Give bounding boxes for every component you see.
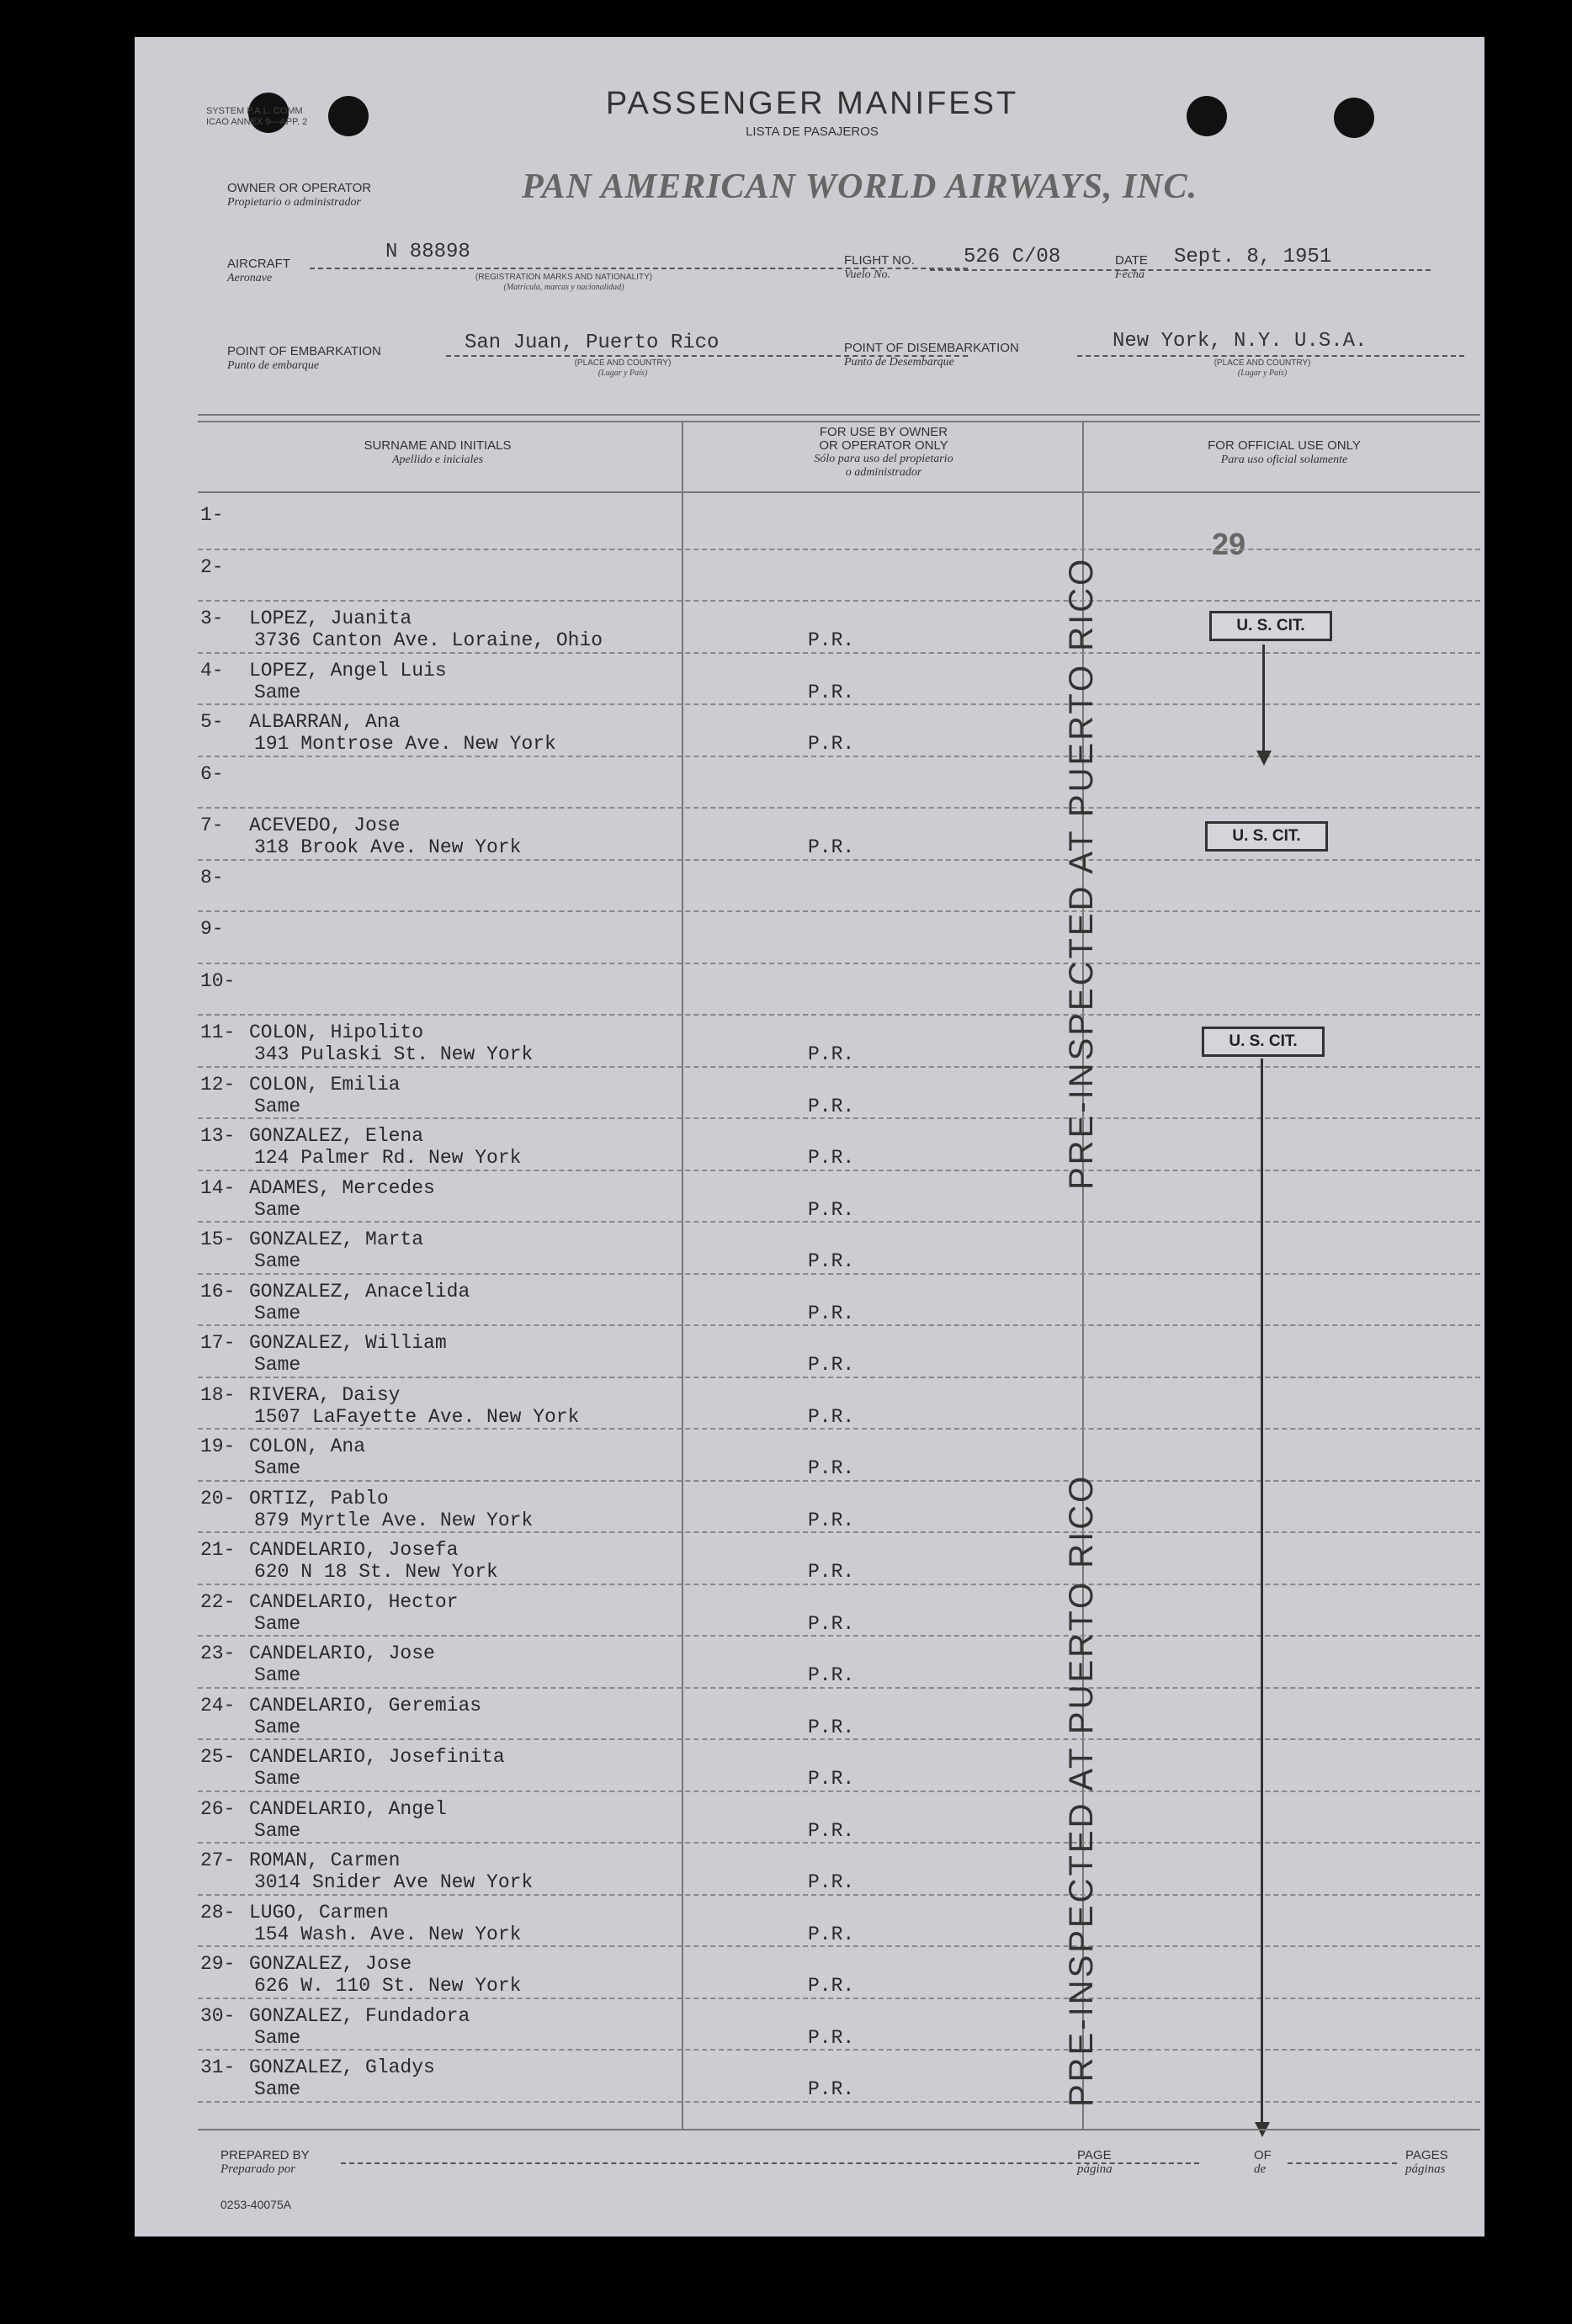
disembarkation-label-en: POINT OF DISEMBARKATION [844, 341, 1019, 355]
official-note: 29 [1212, 527, 1246, 561]
punch-hole [328, 96, 369, 136]
passenger-address: 318 Brook Ave. New York [254, 836, 522, 858]
form-reference-line-2: ICAO ANNEX 9—APP. 2 [206, 117, 308, 127]
row-number: 27- [200, 1849, 236, 1871]
date-label-es: Fecha [1115, 268, 1144, 281]
column-header-surname-en: SURNAME AND INITIALS [364, 438, 512, 453]
passenger-code: P.R. [808, 1716, 855, 1738]
passenger-address: Same [254, 1457, 301, 1479]
passenger-address: 620 N 18 St. New York [254, 1561, 498, 1583]
row-number: 26- [200, 1797, 236, 1820]
passenger-address: Same [254, 1354, 301, 1376]
row-number: 9- [200, 918, 224, 940]
prepared-by-es: Preparado por [220, 2162, 296, 2176]
date-label [1115, 254, 1148, 282]
passenger-name: CANDELARIO, Hector [249, 1590, 459, 1613]
prepared-by-label [220, 2149, 310, 2176]
disembarkation-value: New York, N.Y. U.S.A. [1113, 330, 1368, 353]
row-number: 31- [200, 2056, 236, 2078]
disembarkation-label-es: Punto de Desembarque [844, 356, 954, 369]
passenger-name: ROMAN, Carmen [249, 1849, 401, 1871]
table-top-rule [198, 421, 1480, 422]
column-header-owner-use-es-1: Sólo para uso del propietario [814, 453, 953, 465]
aircraft-value: N 88898 [385, 241, 470, 263]
passenger-code: P.R. [808, 1768, 855, 1790]
passenger-name: GONZALEZ, William [249, 1332, 447, 1354]
passenger-name: ADAMES, Mercedes [249, 1176, 435, 1199]
passenger-name: CANDELARIO, Jose [249, 1642, 435, 1664]
owner-label-es: Propietario o administrador [227, 196, 361, 209]
passenger-code: P.R. [808, 1561, 855, 1583]
passenger-name: GONZALEZ, Fundadora [249, 2004, 470, 2027]
passenger-code: P.R. [808, 1457, 855, 1479]
passenger-code: P.R. [808, 1819, 855, 1842]
passenger-address: 154 Wash. Ave. New York [254, 1923, 522, 1945]
row-number: 29- [200, 1953, 236, 1975]
passenger-name: CANDELARIO, Angel [249, 1797, 447, 1820]
passenger-code: P.R. [808, 1095, 855, 1117]
column-divider [682, 421, 683, 2129]
passenger-name: LOPEZ, Juanita [249, 608, 412, 629]
passenger-address: Same [254, 1198, 301, 1221]
passenger-code: P.R. [808, 1509, 855, 1531]
passenger-address: 3736 Canton Ave. Loraine, Ohio [254, 629, 603, 651]
row-number: 11- [200, 1021, 236, 1043]
passenger-code: P.R. [808, 681, 855, 703]
passenger-code: P.R. [808, 2026, 855, 2049]
disembarkation-place-note-es: (Lugar y País) [1237, 369, 1288, 378]
passenger-name: ACEVEDO, Jose [249, 814, 401, 836]
row-number: 13- [200, 1125, 236, 1147]
passenger-name: COLON, Ana [249, 1435, 366, 1457]
passenger-code: P.R. [808, 1250, 855, 1272]
flight-value: 526 C/08 [964, 246, 1061, 268]
embarkation-label-en: POINT OF EMBARKATION [227, 344, 381, 358]
embarkation-label-es: Punto de embarque [227, 359, 320, 372]
passenger-address: Same [254, 681, 301, 703]
row-number: 15- [200, 1228, 236, 1250]
row-number: 4- [200, 659, 224, 682]
embarkation-label [227, 345, 381, 373]
registration-note [404, 273, 724, 293]
us-citizen-stamp: U. S. CIT. [1209, 611, 1332, 641]
passenger-address: 626 W. 110 St. New York [254, 1975, 522, 1997]
row-divider [198, 1014, 1480, 1016]
passenger-code: P.R. [808, 1871, 855, 1893]
us-citizen-stamp: U. S. CIT. [1205, 821, 1328, 852]
page-label [1077, 2149, 1113, 2176]
row-number: 12- [200, 1073, 236, 1096]
passenger-address: Same [254, 1302, 301, 1324]
column-header-surname [202, 439, 673, 467]
row-number: 18- [200, 1383, 236, 1406]
passenger-code: P.R. [808, 1043, 855, 1065]
passenger-name: ALBARRAN, Ana [249, 711, 401, 733]
pages-label-en: PAGES [1405, 2148, 1448, 2162]
passenger-code: P.R. [808, 1302, 855, 1324]
passenger-address: Same [254, 2078, 301, 2100]
form-title: PASSENGER MANIFEST [605, 86, 1019, 121]
row-number: 24- [200, 1694, 236, 1716]
passenger-code: P.R. [808, 1198, 855, 1221]
passenger-name: LUGO, Carmen [249, 1901, 389, 1923]
embarkation-place-note [530, 358, 715, 379]
of-label-en: OF [1254, 2148, 1272, 2162]
row-number: 5- [200, 711, 224, 733]
table-top-rule [198, 414, 1480, 416]
embarkation-place-note-es: (Lugar y País) [597, 369, 648, 378]
date-label-en: DATE [1115, 253, 1148, 268]
airline-name: PAN AMERICAN WORLD AIRWAYS, INC. [522, 167, 1198, 206]
row-number: 28- [200, 1901, 236, 1923]
passenger-code: P.R. [808, 1612, 855, 1635]
aircraft-label [227, 257, 290, 285]
disembarkation-place-note [1170, 358, 1355, 379]
row-number: 22- [200, 1590, 236, 1613]
punch-hole [1334, 98, 1374, 138]
row-divider [198, 963, 1480, 964]
flight-label [844, 254, 915, 282]
row-number: 23- [200, 1642, 236, 1664]
passenger-code: P.R. [808, 1147, 855, 1169]
disembarkation-label [844, 342, 1019, 369]
prepared-by-en: PREPARED BY [220, 2148, 310, 2162]
of-line [1288, 2162, 1397, 2164]
passenger-address: Same [254, 2026, 301, 2049]
arrow-down-icon [1256, 751, 1272, 766]
passenger-address: Same [254, 1819, 301, 1842]
row-number: 8- [200, 866, 224, 889]
us-citizen-stamp: U. S. CIT. [1202, 1027, 1325, 1057]
passenger-address: 1507 LaFayette Ave. New York [254, 1405, 580, 1428]
row-number: 14- [200, 1176, 236, 1199]
column-header-official-use [1091, 439, 1478, 467]
aircraft-label-en: AIRCRAFT [227, 257, 290, 271]
passenger-name: RIVERA, Daisy [249, 1383, 401, 1406]
form-code: 0253-40075A [220, 2198, 292, 2211]
passenger-name: GONZALEZ, Anacelida [249, 1280, 470, 1303]
passenger-name: GONZALEZ, Gladys [249, 2056, 435, 2078]
registration-note-en: (REGISTRATION MARKS AND NATIONALITY) [475, 273, 653, 282]
column-header-owner-use-es-2: o administrador [845, 466, 922, 479]
owner-label-en: OWNER OR OPERATOR [227, 181, 372, 195]
row-divider [198, 600, 1480, 602]
of-label-es: de [1254, 2162, 1267, 2176]
registration-note-es: (Matrícula, marcas y nacionalidad) [503, 283, 624, 292]
column-header-owner-use [690, 426, 1077, 480]
passenger-address: 343 Pulaski St. New York [254, 1043, 534, 1065]
passenger-address: 3014 Snider Ave New York [254, 1871, 534, 1893]
passenger-address: 191 Montrose Ave. New York [254, 733, 556, 755]
page-label-es: página [1077, 2162, 1113, 2176]
row-number: 2- [200, 555, 224, 578]
passenger-code: P.R. [808, 1354, 855, 1376]
date-value: Sept. 8, 1951 [1174, 246, 1332, 268]
bracket-line [1261, 1059, 1263, 2127]
passenger-name: GONZALEZ, Jose [249, 1953, 412, 1975]
passenger-code: P.R. [808, 1664, 855, 1686]
passenger-address: Same [254, 1768, 301, 1790]
column-header-official-use-es: Para uso oficial solamente [1220, 454, 1348, 466]
form-reference [206, 106, 307, 128]
aircraft-label-es: Aeronave [227, 272, 273, 284]
passenger-address: Same [254, 1095, 301, 1117]
passenger-code: P.R. [808, 2078, 855, 2100]
passenger-name: COLON, Hipolito [249, 1021, 424, 1043]
column-header-official-use-en: FOR OFFICIAL USE ONLY [1208, 438, 1361, 453]
row-divider [198, 549, 1480, 550]
row-number: 16- [200, 1280, 236, 1303]
bracket-line [1262, 645, 1265, 754]
row-divider [198, 807, 1480, 809]
flight-date-underline [930, 269, 1431, 271]
passenger-name: ORTIZ, Pablo [249, 1487, 389, 1510]
disembarkation-underline [1077, 355, 1464, 357]
passenger-name: CANDELARIO, Geremias [249, 1694, 482, 1716]
form-subtitle: LISTA DE PASAJEROS [746, 125, 879, 139]
passenger-name: COLON, Emilia [249, 1073, 401, 1096]
pages-label-es: páginas [1405, 2162, 1446, 2176]
flight-label-es: Vuelo No. [844, 268, 890, 281]
embarkation-value: San Juan, Puerto Rico [465, 332, 720, 354]
passenger-name: CANDELARIO, Josefinita [249, 1746, 505, 1768]
passenger-name: LOPEZ, Angel Luis [249, 659, 447, 682]
flight-label-en: FLIGHT NO. [844, 253, 915, 268]
prepared-by-line [341, 2162, 1199, 2164]
column-header-owner-use-1: FOR USE BY OWNER [819, 425, 948, 439]
table-bottom-rule [198, 2129, 1480, 2130]
row-number: 1- [200, 504, 224, 526]
row-number: 20- [200, 1487, 236, 1510]
passenger-address: 879 Myrtle Ave. New York [254, 1509, 534, 1531]
passenger-name: GONZALEZ, Marta [249, 1228, 424, 1250]
pages-label [1405, 2149, 1448, 2176]
pre-inspected-stamp: PRE-INSPECTED AT PUERTO RICO [1063, 556, 1100, 1190]
page-label-en: PAGE [1077, 2148, 1112, 2162]
passenger-code: P.R. [808, 836, 855, 858]
of-label [1254, 2149, 1272, 2176]
row-divider [198, 910, 1480, 912]
row-number: 7- [200, 814, 224, 836]
passenger-name: GONZALEZ, Elena [249, 1125, 424, 1147]
row-number: 19- [200, 1435, 236, 1457]
row-number: 6- [200, 762, 224, 785]
passenger-code: P.R. [808, 629, 855, 651]
passenger-code: P.R. [808, 1975, 855, 1997]
passenger-address: 124 Palmer Rd. New York [254, 1147, 522, 1169]
passenger-address: Same [254, 1716, 301, 1738]
passenger-code: P.R. [808, 1405, 855, 1428]
header-bottom-rule [198, 491, 1480, 493]
row-number: 3- [200, 608, 224, 629]
row-number: 17- [200, 1332, 236, 1354]
form-reference-line-1: SYSTEM P.A.L. COMM [206, 106, 303, 116]
row-number: 10- [200, 969, 236, 992]
pre-inspected-stamp: PRE-INSPECTED AT PUERTO RICO [1063, 1473, 1100, 2107]
disembarkation-place-note-en: (PLACE AND COUNTRY) [1214, 358, 1311, 368]
passenger-code: P.R. [808, 733, 855, 755]
passenger-name: CANDELARIO, Josefa [249, 1539, 459, 1561]
column-header-owner-use-2: OR OPERATOR ONLY [819, 438, 948, 453]
passenger-address: Same [254, 1250, 301, 1272]
passenger-code: P.R. [808, 1923, 855, 1945]
row-number: 25- [200, 1746, 236, 1768]
row-number: 30- [200, 2004, 236, 2027]
manifest-page [135, 37, 1484, 2236]
passenger-address: Same [254, 1664, 301, 1686]
column-header-surname-es: Apellido e iniciales [391, 454, 484, 466]
punch-hole [1187, 96, 1227, 136]
row-number: 21- [200, 1539, 236, 1561]
owner-label [227, 182, 371, 210]
passenger-address: Same [254, 1612, 301, 1635]
embarkation-place-note-en: (PLACE AND COUNTRY) [574, 358, 672, 368]
